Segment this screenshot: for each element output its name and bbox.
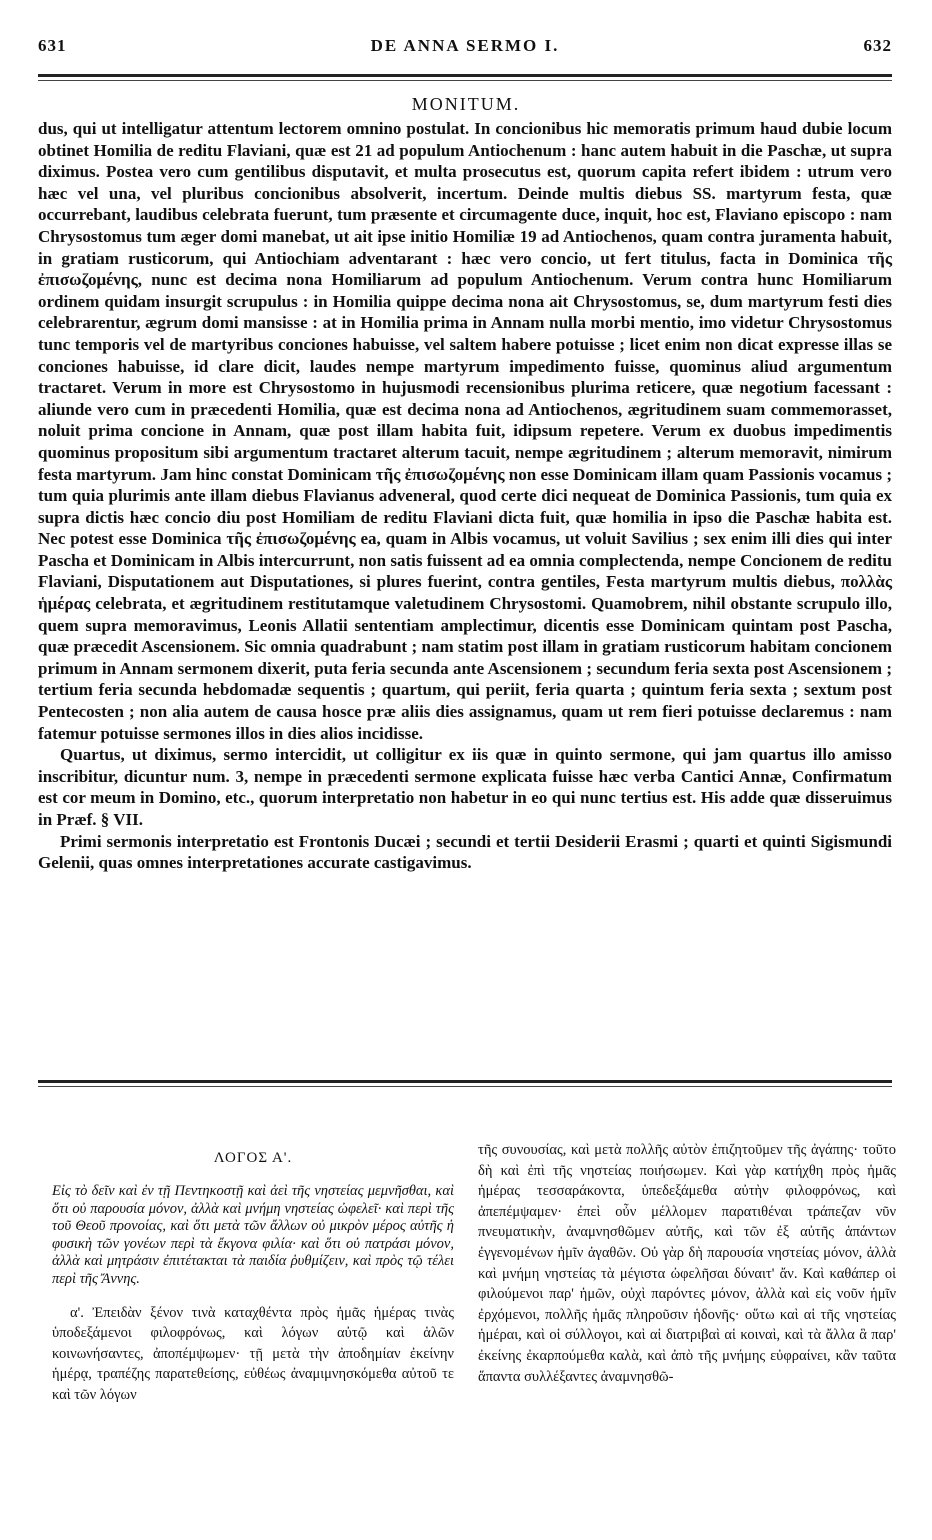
monitum-paragraph: dus, qui ut intelligatur attentum lectorem omnino postulat. In concionibus hic memoratis primum haud dubie locum obtinet Homilia de reditu Flaviani, quæ est 21 ad populum Antiochenum : hanc autem habuit in die Paschæ, ut supra diximus. Postea vero cum gentilibus disputavit, et multa prosecutus est, quorum capita refert ibidem : utrum vero hæc vel una, vel pluribus concionibus absolverit, incertum. Deinde multis diebus SS. martyrum festa, quæ occurrebant, laudibus celebrata fuerunt, tum præsente et circumagente duce, inquit, hoc est, Flaviano episcopo : nam Chrysostomus tum æger domi manebat, ut ait ipse initio Homiliæ 19 ad Antiochenos, quam contra juramenta habuit, in gratiam rusticorum, qui Antiochiam adventarant : hæc vero concio, ut fert titulus, facta in Dominica τῆς ἐπισωζομένης, nunc est decima nona Homiliarum ad populum Antiochenum. Verum contra hunc Homiliarum ordinem quidam insurgit scrupulus : in Homilia quippe decima nona ait Chrysostomus, se, dum martyrum festi dies celebrarentur, ægrum domi mansisse : at in Homilia prima in Annam nulla morbi mentio, imo videtur Chrysostomus tunc temporis vel de martyribus conciones habuisse, vel saltem habere potuisse ; licet enim non dicat expresse illas se conciones habuisse, id clare dicit, laudes nempe martyrum impedimento fuisse, quominus aliud argumentum tractaret. Verum in more est Chrysostomo in hujusmodi recensionibus plurima reticere, quæ negotium facessant : aliunde vero cum in præcedenti Homilia, quæ est decima nona ad Antiochenos, ægritudinem suam commemorasset, noluit prima concione in Annam, quæ post illam habita fuit, idipsum repetere. Verum ex duobus impedimentis quominus propositum sibi argumentum tractaret alterum tacuit, nempe ægritudinem ; alterum memoravit, nimirum festa martyrum. Jam hinc constat Dominicam τῆς ἐπισωζομένης non esse Dominicam illam quam Passionis vocamus ; tum quia plurimis ante illam diebus Flavianus adveneral, quod certe dici nequeat de Dominica Passionis, tum quia ex supra dictis hæc concio diu post Homiliam de reditu Flaviani dicta fuit, quæ homilia in ipso die Paschæ habita est. Nec potest esse Dominica τῆς ἐπισωζομένης ea, quam in Albis vocamus, ut voluit Savilius ; sex enim illi dies qui inter Pascha et Dominicam in Albis intercurrunt, non satis fuissent ad ea omnia complectenda, nempe Concionem de reditu Flaviani, Disputationem aut Disputationes, si plures fuerint, contra gentiles, Festa martyrum multis diebus, πολλὰς ἡμέρας celebrata, et ægritudinem restitutamque valetudinem Chrysostomi. Quamobrem, nihil obstante scrupulo illo, quem supra memoravimus, Leonis Allatii sententiam amplectimur, dicentis esse Dominicam quintam post Pascha, quæ præcedit Ascensionem. Sic omnia quadrabunt ; nam statim post illam in gratiam rusticorum habitam concionem primum in Annam sermonem dixerit, puta feria secunda ante Ascensionem ; secundum feria sexta post Ascensionem ; tertium feria secunda hebdomadæ sequentis ; quartum, qui periit, feria quarta ; quintum feria sexta ; sextum post Pentecosten ; non alia autem de causa hosce præ aliis dies assignamus, quam ut rem fieri potuisse declaremus : nam fatemur potuisse sermones illos in dies alios incidisse.	[38, 119, 892, 743]
page-number-left: 631	[38, 36, 67, 55]
running-title: DE ANNA SERMO I.	[370, 36, 560, 55]
greek-text-left: α'. Ἐπειδὰν ξένον τινὰ καταχθέντα πρὸς ἡμᾶς ἡμέρας τινὰς ὑποδεξάμενοι φιλοφρόνως, καὶ λόγων αὐτῷ καὶ ἁλῶν κοινωνήσαντες, ἀποπέμψωμεν· τῇ μετὰ τὴν ἀποδημίαν ἐκείνην ἡμέρᾳ, τραπέζης παρατεθείσης, εὐθέως ἀναμιμνησκόμεθα αὐτοῦ τε καὶ τῶν λόγων	[52, 1304, 454, 1403]
header-rule	[38, 74, 892, 77]
left-column	[52, 1150, 454, 1405]
monitum-paragraph: Quartus, ut diximus, sermo intercidit, ut colligitur ex iis quæ in quinto sermone, qui jam quartus illo amisso inscribitur, dicuntur num. 3, nempe in præcedenti sermone explicata fuisse hæc verba Cantici Annæ, Confirmatum est cor meum in Domino, etc., quorum interpretatio non habetur in eo qui nunc tertius est. His adde quæ disseruimus in Præf. § VII.	[38, 745, 892, 829]
page-header	[38, 36, 892, 60]
monitum-title: MONITUM.	[411, 94, 521, 114]
right-column	[478, 1140, 896, 1387]
logos-title: ΛΟΓΟΣ Α'.	[213, 1150, 293, 1166]
page-number-right: 632	[863, 36, 892, 55]
header-rule-thin	[38, 80, 892, 81]
monitum-paragraph: Primi sermonis interpretatio est Frontonis Ducæi ; secundi et tertii Desiderii Erasmi ; quarti et quinti Sigismundi Gelenii, quas omnes interpretationes accurate castigavimus.	[38, 831, 892, 873]
section-divider	[38, 1080, 892, 1083]
monitum-body	[38, 118, 892, 874]
greek-text-right: τῆς συνουσίας, καὶ μετὰ πολλῆς αὐτὸν ἐπιζητοῦμεν τῆς ἀγάπης· τοῦτο δὴ καὶ ἐπὶ τῆς νηστείας ποιήσωμεν. Καὶ γὰρ κατήχθη πρὸς ἡμᾶς ἡμέρας τεσσαράκοντα, ὑπεδεξάμεθα αὐτὴν φιλοφρόνως, καὶ ἀπεπέμψαμεν· ἐπεὶ οὖν μέλλομεν παρατιθέναι τράπεζαν νῦν πνευματικὴν, ἀναμνησθῶμεν αὐτῆς, καὶ τῶν ἐξ αὐτῆς ἁπάντων ἐγγενομένων ἡμῖν ἀγαθῶν. Οὐ γὰρ δὴ παρουσία νηστείας μόνον, ἀλλὰ καὶ μνήμη νηστείας τὰ μέγιστα ὠφελῆσαι δύναιτ' ἄν. Καὶ καθάπερ οἱ φιλούμενοι παρ' ἡμῶν, οὐχὶ παρόντες μόνον, ἀλλὰ καὶ εἰς νοῦν ἡμῖν ἐρχόμενοι, πολλῆς ἡμᾶς πληροῦσιν ἡδονῆς· οὕτω καὶ αἱ τῆς νηστείας ἡμέραι, καὶ οἱ σύλλογοι, καὶ αἱ διατριβαὶ αἱ κοιναὶ, καὶ τὰ ἄλλα ἃ παρ' ἐκείνης ἐκαρπούμεθα καλὰ, καὶ ἀπὸ τῆς μνήμης εὐφραίνει, κἂν ταῦτα ἅπαντα συλλέξαντες ἀναμνησθῶ-	[478, 1142, 896, 1385]
logos-argument: Εἰς τὸ δεῖν καὶ ἐν τῇ Πεντηκοστῇ καὶ ἀεὶ τῆς νηστείας μεμνῆσθαι, καὶ ὅτι οὐ παρουσία μόνον, ἀλλὰ καὶ μνήμη νηστείας ὠφελεῖ· καὶ περὶ τῆς τοῦ Θεοῦ προνοίας, καὶ ὅτι μετὰ τῶν ἄλλων οὐ μικρὸν μέρος αὐτῆς ἡ φυσικὴ τῶν γονέων περὶ τὰ ἔκγονα φιλία· καὶ ὅτι οὐ πατράσι μόνον, ἀλλὰ καὶ μητράσιν ἐπιτέτακται τὰ παιδία ῥυθμίζειν, καὶ πρὸς τῷ τέλει περὶ τῆς Ἄννης.	[52, 1183, 454, 1287]
section-divider-thin	[38, 1086, 892, 1087]
